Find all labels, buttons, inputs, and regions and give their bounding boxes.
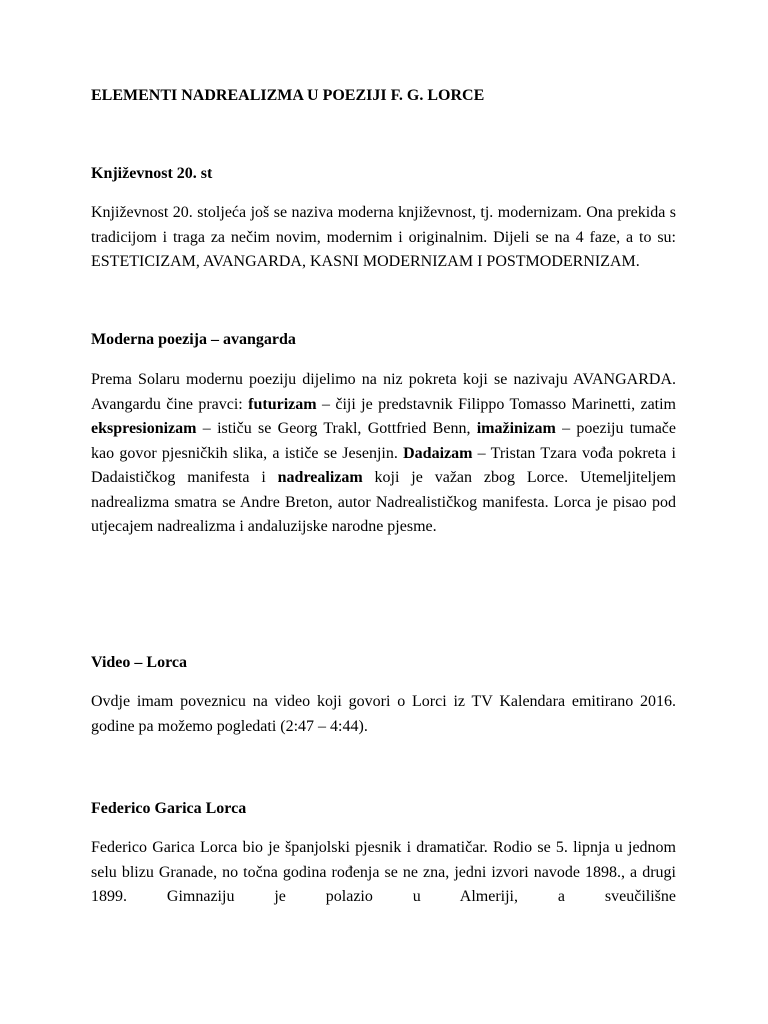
- section-paragraph-knjizevnost: Književnost 20. stoljeća još se naziva moderna književnost, tj. modernizam. Ona prekida s tradicijom i traga za nečim novim, modernim i originalnim. Dijeli se na 4 faze, a to su: ESTETICIZAM, AVANGARDA, KASNI MODERNIZAM I POSTMODERNIZAM.: [91, 204, 676, 270]
- section-paragraph-federico-lorca: Federico Garica Lorca bio je španjolski pjesnik i dramatičar. Rodio se 5. lipnja u jednom selu blizu Granade, no točna godina rođenja se ne zna, jedni izvori navode 1898., a drugi 1899. Gimnaziju je polazio u Almeriji, a sveučilišne: [91, 839, 676, 905]
- term-imazinizam: imažinizam: [476, 420, 556, 437]
- document-title: ELEMENTI NADREALIZMA U POEZIJI F. G. LORCE: [91, 87, 485, 104]
- section-heading-moderna-poezija: Moderna poezija – avangarda: [91, 331, 296, 348]
- section-paragraph-moderna-poezija: Prema Solaru modernu poeziju dijelimo na niz pokreta koji se nazivaju AVANGARDA. Avangardu čine pravci: futurizam – čiji je predstavnik Filippo Tomasso Marinetti, zatim ekspresionizam – ističu se Georg Trakl, Gottfried Benn, imažinizam – poeziju tumače kao govor pjesničkih slika, a ističe se Jesenjin. Dadaizam – Tristan Tzara vođa pokreta i Dadaističkog manifesta i nadrealizam koji je važan zbog Lorce. Utemeljiteljem nadrealizma smatra se Andre Breton, autor Nadrealističkog manifesta. Lorca je pisao pod utjecajem nadrealizma i andaluzijske narodne pjesme.: [91, 371, 677, 535]
- term-dadaizam: Dadaizam: [403, 444, 473, 462]
- term-futurizam: futurizam: [248, 395, 317, 413]
- term-ekspresionizam: ekspresionizam: [91, 420, 197, 437]
- term-nadrealizam: nadrealizam: [277, 469, 363, 486]
- section-heading-knjizevnost: Književnost 20. st: [91, 165, 213, 182]
- section-heading-video-lorca: Video – Lorca: [91, 654, 187, 671]
- section-heading-federico-lorca: Federico Garica Lorca: [91, 800, 247, 817]
- section-paragraph-video-lorca: Ovdje imam poveznicu na video koji govori o Lorci iz TV Kalendara emitirano 2016. godine pa možemo pogledati (2:47 – 4:44).: [91, 693, 676, 735]
